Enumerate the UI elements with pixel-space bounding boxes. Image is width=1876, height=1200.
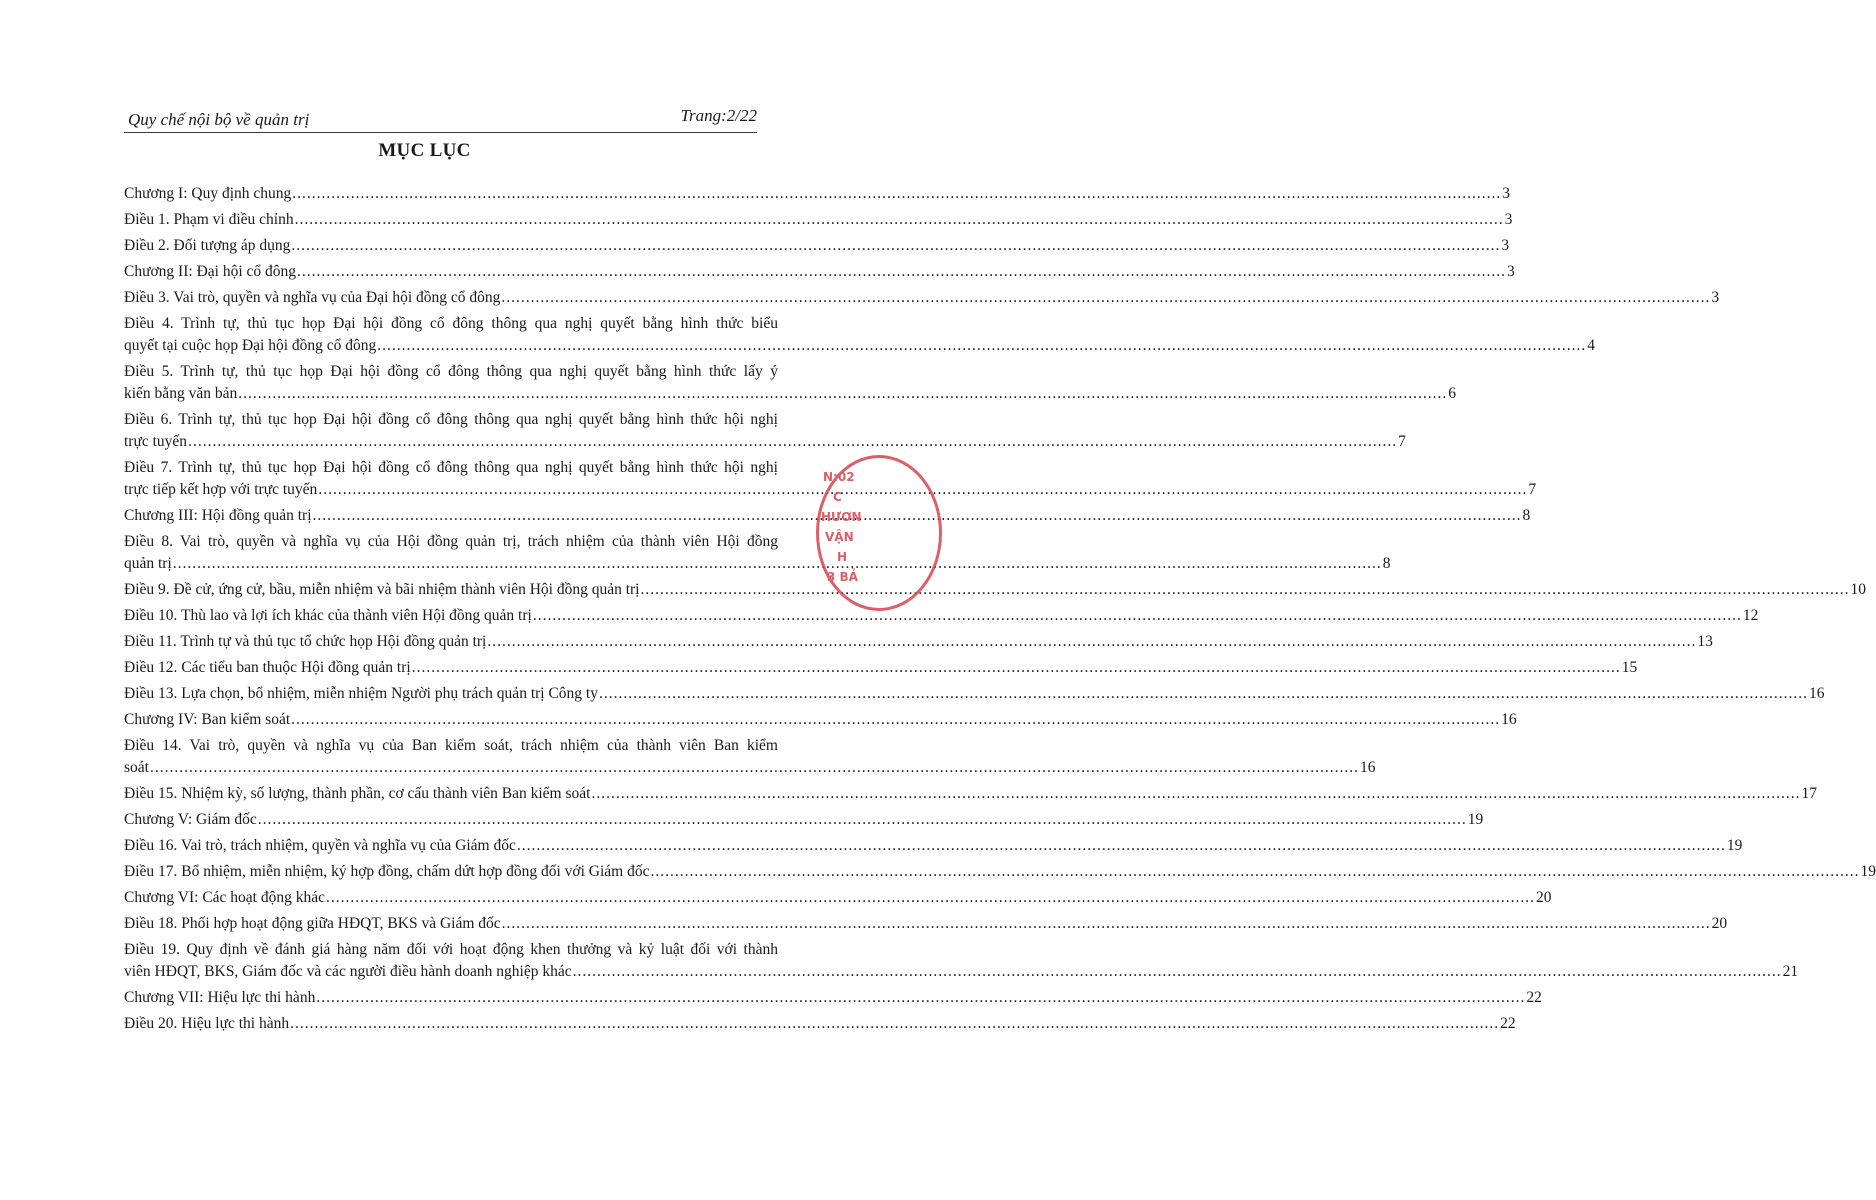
toc-page-number: 6 — [1448, 385, 1456, 402]
dot-leader — [291, 709, 1500, 731]
toc-entry-title-cont: quyết tại cuộc họp Đại hội đồng cổ đông — [124, 337, 377, 354]
toc-entry-title: Chương V: Giám đốc — [124, 811, 257, 828]
toc-entry-title-line: Điều 5. Trình tự, thủ tục họp Đại hội đồng cổ đông thông qua nghị quyết bằng hình thức lấy ý — [124, 363, 778, 380]
toc-entry-title: Điều 20. Hiệu lực thi hành — [124, 1015, 290, 1032]
stamp-text: C — [833, 490, 842, 504]
toc-entry[interactable] — [124, 287, 1720, 309]
toc-page-number: 22 — [1500, 1015, 1516, 1032]
dot-leader — [651, 861, 1860, 883]
toc-page-number: 19 — [1860, 863, 1876, 880]
toc-page-number: 16 — [1501, 711, 1517, 728]
toc-entry-title: Chương VII: Hiệu lực thi hành — [124, 989, 316, 1006]
toc-entry-title: Điều 15. Nhiệm kỳ, số lượng, thành phần, cơ cấu thành viên Ban kiểm soát — [124, 785, 591, 802]
toc-entry-continuation — [124, 431, 1406, 453]
dot-leader — [573, 961, 1782, 983]
toc-entry-title: Điều 10. Thù lao và lợi ích khác của thành viên Hội đồng quản trị — [124, 607, 532, 624]
dot-leader — [291, 235, 1500, 257]
toc-page-number: 3 — [1504, 211, 1513, 228]
dot-leader — [517, 835, 1726, 857]
dot-leader — [412, 657, 1621, 679]
toc-entry[interactable] — [124, 913, 1728, 935]
toc-entry-title: Điều 17. Bổ nhiệm, miễn nhiệm, ký hợp đồng, chấm dứt hợp đồng đối với Giám đốc — [124, 863, 650, 880]
toc-entry-title-cont: kiến bằng văn bản — [124, 385, 238, 402]
toc-page-number: 16 — [1808, 685, 1825, 702]
stamp-text: H — [837, 550, 848, 564]
toc-page-number: 12 — [1742, 607, 1759, 624]
toc-entry-title-line: Điều 4. Trình tự, thủ tục họp Đại hội đồng cổ đông thông qua nghị quyết bằng hình thức biểu — [124, 315, 778, 332]
toc-entry[interactable] — [124, 313, 1596, 357]
toc-entry-title: Điều 16. Vai trò, trách nhiệm, quyền và nghĩa vụ của Giám đốc — [124, 837, 516, 854]
toc-page-number: 16 — [1359, 759, 1376, 776]
toc-entry-continuation — [124, 757, 1376, 779]
dot-leader — [502, 913, 1711, 935]
dot-leader — [150, 757, 1359, 779]
toc-entry-title-cont: trực tiếp kết hợp với trực tuyến — [124, 481, 318, 498]
dot-leader — [641, 579, 1850, 601]
toc-page-number: 13 — [1697, 633, 1713, 650]
toc-entry[interactable] — [124, 209, 1513, 231]
stamp-text: VẬN — [825, 530, 854, 544]
toc-page-number: 3 — [1711, 289, 1720, 306]
toc-entry[interactable] — [124, 261, 1515, 283]
toc-entry[interactable] — [124, 183, 1511, 205]
toc-entry-continuation — [124, 553, 1391, 575]
toc-page-number: 15 — [1621, 659, 1638, 676]
dot-leader — [501, 287, 1710, 309]
toc-entry-title: Điều 18. Phối hợp hoạt động giữa HĐQT, BKS và Giám đốc — [124, 915, 501, 932]
toc-entry-title: Điều 13. Lựa chọn, bổ nhiệm, miễn nhiệm Người phụ trách quản trị Công ty — [124, 685, 598, 702]
toc-entry-title: Chương VI: Các hoạt động khác — [124, 889, 325, 906]
toc-entry[interactable] — [124, 887, 1552, 909]
toc-page-number: 3 — [1501, 237, 1510, 254]
dot-leader — [297, 261, 1506, 283]
stamp-text: N:02 — [823, 470, 855, 484]
toc-page-number: 7 — [1398, 433, 1406, 450]
toc-page-number: 19 — [1726, 837, 1743, 854]
toc-entry-continuation — [124, 335, 1596, 357]
toc-entry[interactable] — [124, 861, 1876, 883]
toc-entry-title-cont: quản trị — [124, 555, 172, 572]
toc-entry-title: Chương II: Đại hội cổ đông — [124, 263, 297, 280]
dot-leader — [295, 209, 1504, 231]
toc-entry-title: Điều 3. Vai trò, quyền và nghĩa vụ của Đại hội đồng cổ đông — [124, 289, 501, 306]
toc-heading: MỤC LỤC — [378, 140, 471, 161]
dot-leader — [292, 183, 1501, 205]
stamp-text: 3 BẢ — [827, 570, 858, 584]
page-header — [124, 106, 757, 133]
toc-entry-title-cont: trực tuyến — [124, 433, 188, 450]
toc-page-number: 8 — [1382, 555, 1391, 572]
toc-entry[interactable] — [124, 987, 1542, 1009]
toc-entry[interactable] — [124, 409, 1406, 453]
toc-entry-title-line: Điều 8. Vai trò, quyền và nghĩa vụ của Hội đồng quản trị, trách nhiệm của thành viên Hội đồng — [124, 533, 778, 550]
toc-page-number: 20 — [1536, 889, 1552, 906]
company-seal-stamp — [816, 455, 942, 611]
document-title: Quy chế nội bộ về quản trị — [128, 110, 310, 129]
dot-leader — [487, 631, 1696, 653]
toc-page-number: 17 — [1801, 785, 1817, 802]
toc-entry-title-cont: soát — [124, 759, 149, 776]
stamp-text: HƯƠN — [821, 510, 862, 524]
toc-entry-title: Chương IV: Ban kiểm soát — [124, 711, 291, 728]
toc-page-number: 3 — [1507, 263, 1515, 280]
dot-leader — [316, 987, 1525, 1009]
toc-entry-continuation — [124, 479, 1537, 501]
toc-page-number: 22 — [1526, 989, 1542, 1006]
page-number: Trang:2/22 — [680, 106, 757, 125]
toc-page-number: 7 — [1528, 481, 1537, 498]
toc-entry-title: Điều 12. Các tiểu ban thuộc Hội đồng quản trị — [124, 659, 411, 676]
toc-entry[interactable] — [124, 631, 1713, 653]
toc-entry[interactable] — [124, 709, 1517, 731]
toc-entry-title: Điều 1. Phạm vi điều chỉnh — [124, 211, 294, 228]
toc-entry-continuation — [124, 383, 1456, 405]
toc-entry-continuation — [124, 961, 1799, 983]
toc-entry[interactable] — [124, 505, 1531, 527]
toc-entry-title: Điều 2. Đối tượng áp dụng — [124, 237, 291, 254]
dot-leader — [258, 809, 1467, 831]
dot-leader — [377, 335, 1586, 357]
toc-entry[interactable] — [124, 835, 1743, 857]
toc-entry[interactable] — [124, 1013, 1516, 1035]
dot-leader — [188, 431, 1397, 453]
toc-entry-title: Chương III: Hội đồng quản trị — [124, 507, 312, 524]
dot-leader — [599, 683, 1808, 705]
toc-page-number: 3 — [1502, 185, 1511, 202]
toc-entry-title: Điều 9. Đề cử, ứng cử, bầu, miễn nhiệm và bãi nhiệm thành viên Hội đồng quản trị — [124, 581, 640, 598]
toc-entry-title-line: Điều 14. Vai trò, quyền và nghĩa vụ của Ban kiểm soát, trách nhiệm của thành viên Ban kiểm — [124, 737, 778, 754]
toc-page-number: 8 — [1522, 507, 1531, 524]
toc-entry[interactable] — [124, 579, 1866, 601]
toc-entry[interactable] — [124, 735, 1376, 779]
dot-leader — [173, 553, 1382, 575]
dot-leader — [238, 383, 1447, 405]
dot-leader — [591, 783, 1800, 805]
dot-leader — [533, 605, 1742, 627]
toc-entry-title: Chương I: Quy định chung — [124, 185, 292, 202]
toc-entry[interactable] — [124, 235, 1510, 257]
toc-entry[interactable] — [124, 939, 1799, 983]
toc-page-number: 4 — [1587, 337, 1596, 354]
toc-page-number: 19 — [1467, 811, 1484, 828]
toc-entry-title-line: Điều 19. Quy định về đánh giá hàng năm đối với hoạt động khen thưởng và kỷ luật đối với thành — [124, 941, 778, 958]
toc-entry[interactable] — [124, 361, 1456, 405]
toc-entry-title: Điều 11. Trình tự và thủ tục tổ chức họp Hội đồng quản trị — [124, 633, 487, 650]
toc-entry[interactable] — [124, 783, 1817, 805]
toc-entry[interactable] — [124, 657, 1638, 679]
toc-page-number: 10 — [1850, 581, 1866, 598]
toc-entry[interactable] — [124, 605, 1759, 627]
toc-entry[interactable] — [124, 683, 1825, 705]
toc-page-number: 21 — [1782, 963, 1799, 980]
toc-entry[interactable] — [124, 809, 1484, 831]
toc-entry-title-line: Điều 6. Trình tự, thủ tục họp Đại hội đồng cổ đông thông qua nghị quyết bằng hình thức hội nghị — [124, 411, 778, 428]
toc-page-number: 20 — [1711, 915, 1728, 932]
toc-entry-title-line: Điều 7. Trình tự, thủ tục họp Đại hội đồng cổ đông thông qua nghị quyết bằng hình thức hội nghị — [124, 459, 778, 476]
dot-leader — [326, 887, 1535, 909]
toc-entry-title-cont: viên HĐQT, BKS, Giám đốc và các người điều hành doanh nghiệp khác — [124, 963, 572, 980]
dot-leader — [290, 1013, 1499, 1035]
